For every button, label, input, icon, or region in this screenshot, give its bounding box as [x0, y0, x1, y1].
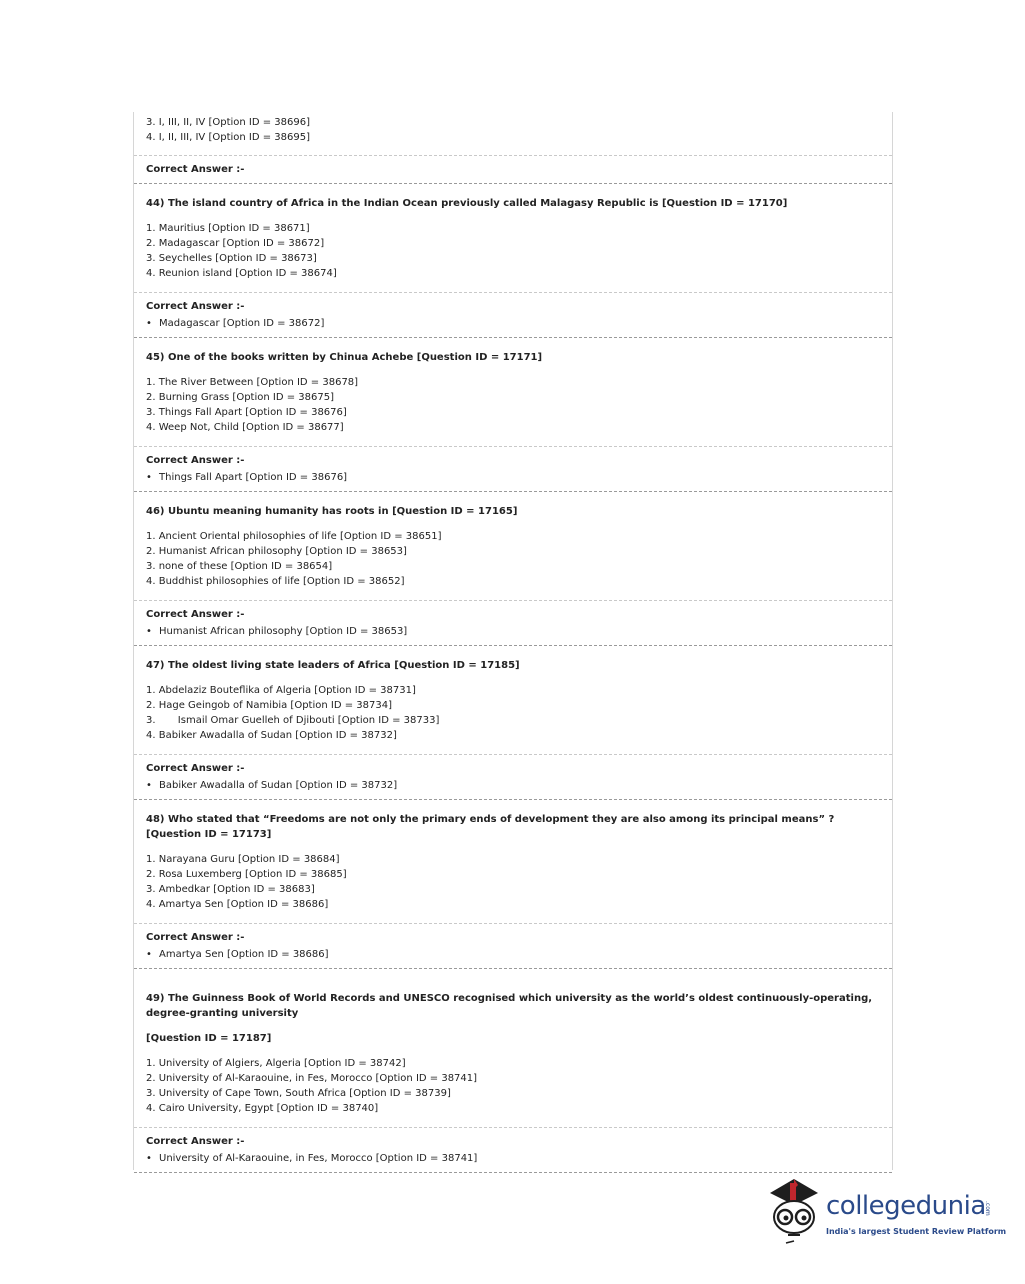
option: 2. Burning Grass [Option ID = 38675] [146, 392, 334, 403]
correct-answer-label: Correct Answer :- [146, 763, 245, 774]
correct-answer-label: Correct Answer :- [146, 1136, 245, 1147]
correct-answer-section [134, 755, 892, 800]
options-list [134, 842, 892, 924]
question-title: 49) The Guinness Book of World Records and UNESCO recognised which university as the world’s oldest continuously-operating, degree-granting university [146, 993, 873, 1019]
logo-suffix: .com [984, 1201, 991, 1216]
correct-answer-label: Correct Answer :- [146, 455, 245, 466]
option: 1. Mauritius [Option ID = 38671] [146, 223, 310, 234]
option: 4. Cairo University, Egypt [Option ID = 38740] [146, 1103, 379, 1114]
correct-answer-label: Correct Answer :- [146, 609, 245, 620]
options-list [134, 673, 892, 755]
option: 2. University of Al-Karaouine, in Fes, Morocco [Option ID = 38741] [146, 1073, 478, 1084]
options-list [134, 519, 892, 601]
option: 4. Babiker Awadalla of Sudan [Option ID = 38732] [146, 730, 397, 741]
option: 4. Buddhist philosophies of life [Option ID = 38652] [146, 576, 405, 587]
bullet-icon: • [146, 949, 152, 960]
bullet-icon: • [146, 626, 152, 637]
option: 2. Rosa Luxemberg [Option ID = 38685] [146, 869, 347, 880]
question-46 [134, 492, 892, 519]
correct-answer-text: Madagascar [Option ID = 38672] [159, 318, 325, 329]
option: 4. I, II, III, IV [Option ID = 38695] [146, 132, 311, 143]
correct-answer-section [134, 156, 892, 184]
option: 2. Madagascar [Option ID = 38672] [146, 238, 325, 249]
question-title: 45) One of the books written by Chinua Achebe [Question ID = 17171] [146, 352, 543, 363]
question-title: 46) Ubuntu meaning humanity has roots in [Question ID = 17165] [146, 506, 518, 517]
option: 2. Hage Geingob of Namibia [Option ID = 38734] [146, 700, 392, 711]
correct-answer-section [134, 293, 892, 338]
correct-answer [146, 778, 880, 793]
collegedunia-logo[interactable] [764, 1175, 1007, 1247]
option: 1. Abdelaziz Bouteflika of Algeria [Option ID = 38731] [146, 685, 416, 696]
correct-answer-text: Amartya Sen [Option ID = 38686] [159, 949, 329, 960]
correct-answer-label: Correct Answer :- [146, 301, 245, 312]
option: 2. Humanist African philosophy [Option ID = 38653] [146, 546, 407, 557]
option: 3. Things Fall Apart [Option ID = 38676] [146, 407, 347, 418]
correct-answer-label: Correct Answer :- [146, 932, 245, 943]
option: 1. University of Algiers, Algeria [Option ID = 38742] [146, 1058, 406, 1069]
correct-answer-section [134, 447, 892, 492]
bullet-icon: • [146, 1153, 152, 1164]
question-title: 48) Who stated that “Freedoms are not only the primary ends of development they are also among its principal means” ? [Question ID = 17173] [146, 814, 835, 840]
option: 3. Ambedkar [Option ID = 38683] [146, 884, 315, 895]
previous-question-options [134, 112, 892, 156]
correct-answer-text: Things Fall Apart [Option ID = 38676] [159, 472, 348, 483]
correct-answer-text: Babiker Awadalla of Sudan [Option ID = 38732] [159, 780, 398, 791]
option: 1. Narayana Guru [Option ID = 38684] [146, 854, 340, 865]
correct-answer-text: Humanist African philosophy [Option ID = 38653] [159, 626, 408, 637]
mascot-icon [764, 1175, 824, 1247]
option: 3. I, III, II, IV [Option ID = 38696] [146, 117, 311, 128]
correct-answer [146, 947, 880, 962]
option: 4. Amartya Sen [Option ID = 38686] [146, 899, 329, 910]
question-45 [134, 338, 892, 365]
option: 1. Ancient Oriental philosophies of life [Option ID = 38651] [146, 531, 442, 542]
option: 4. Weep Not, Child [Option ID = 38677] [146, 422, 344, 433]
bullet-icon: • [146, 472, 152, 483]
correct-answer-section [134, 1128, 892, 1173]
option: 3. Seychelles [Option ID = 38673] [146, 253, 317, 264]
correct-answer [146, 470, 880, 485]
option: 3. University of Cape Town, South Africa [Option ID = 38739] [146, 1088, 451, 1099]
correct-answer-section [134, 924, 892, 969]
bullet-icon: • [146, 780, 152, 791]
question-title: 47) The oldest living state leaders of Africa [Question ID = 17185] [146, 660, 520, 671]
logo-tagline: India's largest Student Review Platform [826, 1227, 1007, 1236]
question-49 [134, 969, 892, 1046]
question-title: 44) The island country of Africa in the Indian Ocean previously called Malagasy Republic is [Question ID = 17170] [146, 198, 788, 209]
option: 4. Reunion island [Option ID = 38674] [146, 268, 337, 279]
logo-wordmark: collegedunia [826, 1191, 986, 1221]
question-id: [Question ID = 17187] [146, 1033, 272, 1044]
correct-answer [146, 624, 880, 639]
correct-answer-label: Correct Answer :- [146, 164, 245, 175]
bullet-icon: • [146, 318, 152, 329]
options-list [134, 211, 892, 293]
question-44 [134, 184, 892, 211]
option: 3. Ismail Omar Guelleh of Djibouti [Option ID = 38733] [146, 715, 440, 726]
question-paper [133, 112, 893, 1170]
option: 3. none of these [Option ID = 38654] [146, 561, 333, 572]
options-list [134, 1046, 892, 1128]
correct-answer [146, 1151, 880, 1166]
question-48 [134, 800, 892, 842]
correct-answer [146, 316, 880, 331]
question-47 [134, 646, 892, 673]
options-list [134, 365, 892, 447]
correct-answer-section [134, 601, 892, 646]
correct-answer-text: University of Al-Karaouine, in Fes, Morocco [Option ID = 38741] [159, 1153, 478, 1164]
option: 1. The River Between [Option ID = 38678] [146, 377, 359, 388]
